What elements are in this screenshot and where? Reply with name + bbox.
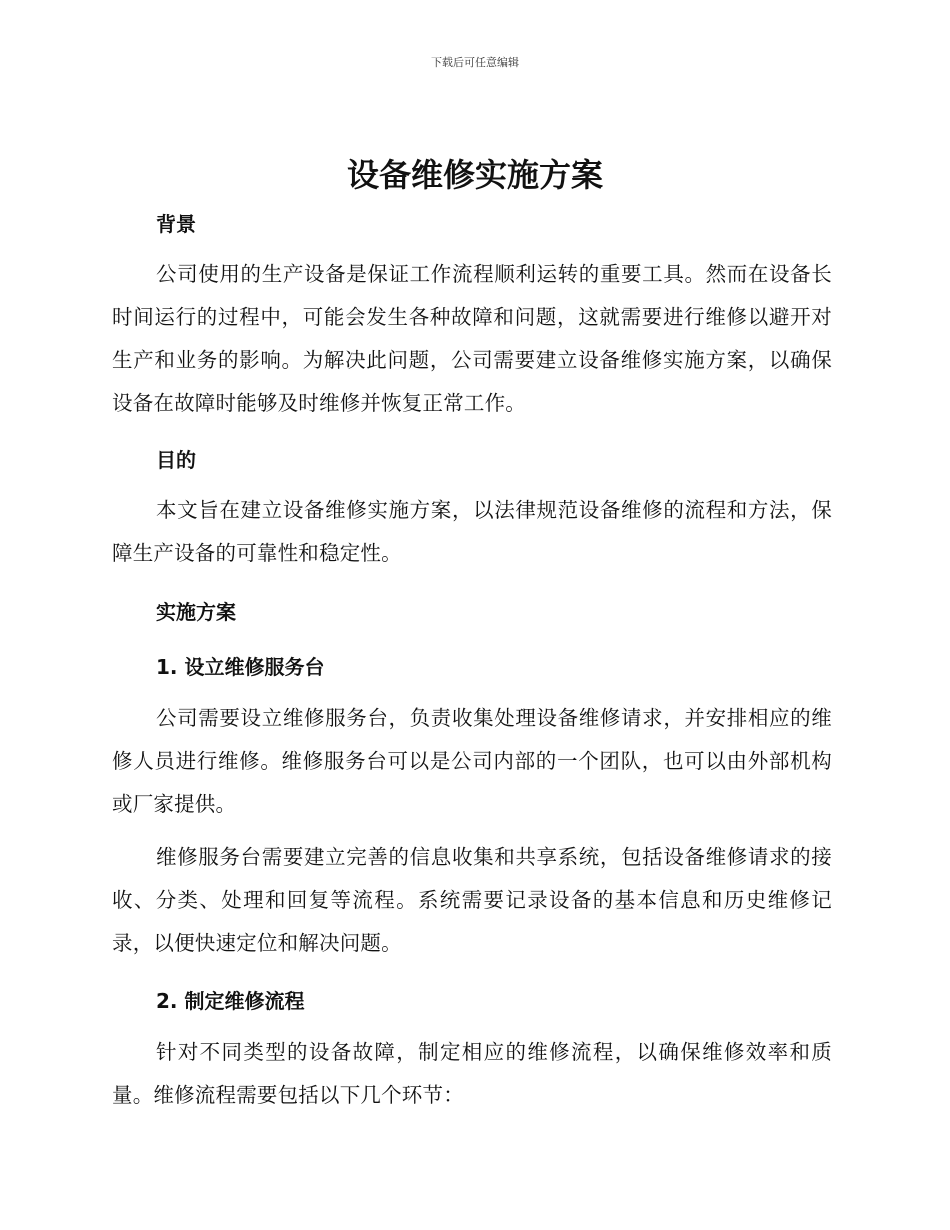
page-header-note: 下载后可任意编辑 [431,56,519,69]
paragraph-repair-process-1: 针对不同类型的设备故障，制定相应的维修流程，以确保维修效率和质量。维修流程需要包括以下几个环节： [112,1040,832,1107]
paragraph-purpose: 本文旨在建立设备维修实施方案，以法律规范设备维修的流程和方法，保障生产设备的可靠性和稳定性。 [112,498,832,565]
paragraph-service-desk-2: 维修服务台需要建立完善的信息收集和共享系统，包括设备维修请求的接收、分类、处理和回复等流程。系统需要记录设备的基本信息和历史维修记录，以便快速定位和解决问题。 [112,845,832,955]
section-heading-purpose: 目的 [156,448,196,472]
section-heading-plan: 实施方案 [156,600,236,624]
subsection-heading-repair-process: 2. 制定维修流程 [156,989,305,1013]
section-heading-background: 背景 [156,212,196,236]
paragraph-service-desk-1: 公司需要设立维修服务台，负责收集处理设备维修请求，并安排相应的维修人员进行维修。维修服务台可以是公司内部的一个团队，也可以由外部机构或厂家提供。 [112,706,832,816]
paragraph-background: 公司使用的生产设备是保证工作流程顺利运转的重要工具。然而在设备长时间运行的过程中，可能会发生各种故障和问题，这就需要进行维修以避开对生产和业务的影响。为解决此问题，公司需要建立设备维修实施方案，以确保设备在故障时能够及时维修并恢复正常工作。 [112,262,832,415]
document-title: 设备维修实施方案 [346,156,603,194]
subsection-heading-service-desk: 1. 设立维修服务台 [156,655,325,679]
